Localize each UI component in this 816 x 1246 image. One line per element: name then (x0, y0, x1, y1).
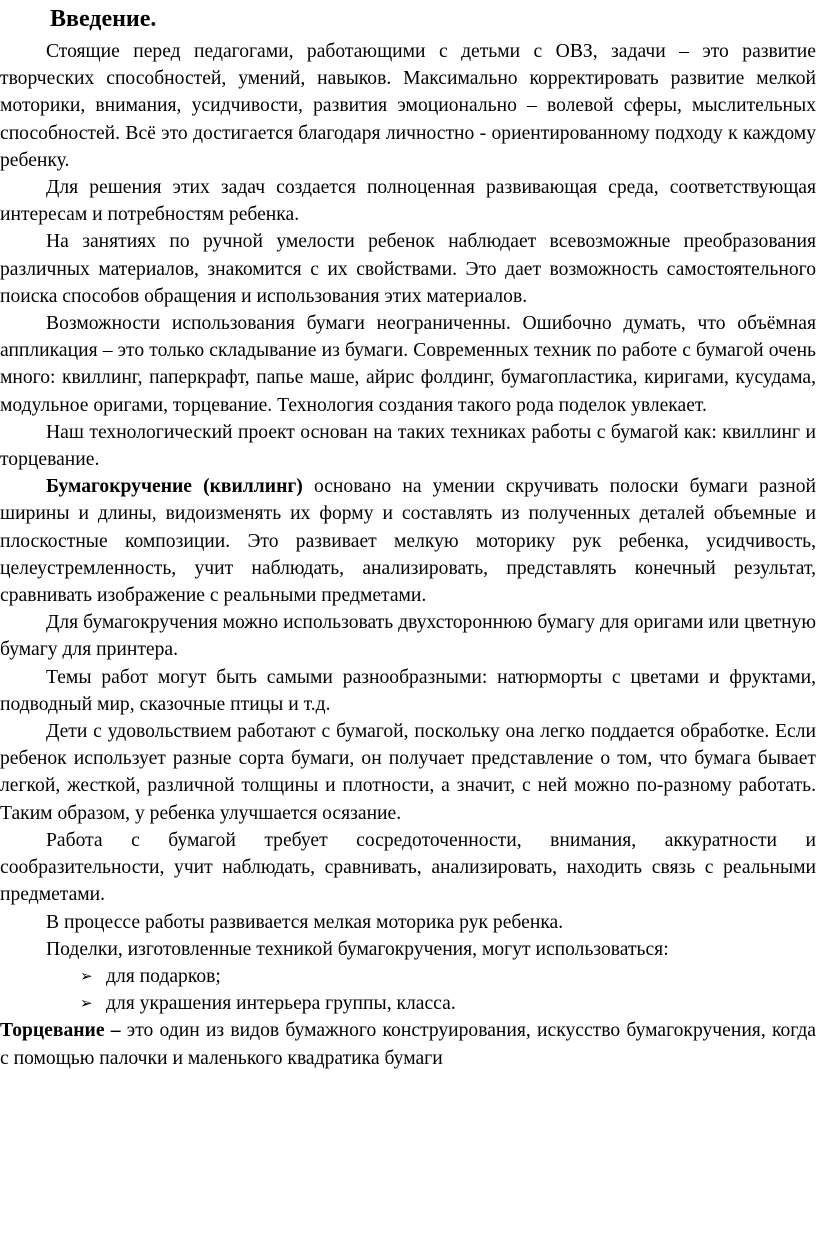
paragraph-paper-types: Для бумагокручения можно использовать двухстороннюю бумагу для оригами или цветную бумагу для принтера. (0, 612, 816, 661)
paragraph-motor-skills: В процессе работы развивается мелкая моторика рук ребенка. (46, 911, 564, 933)
list-item-text: для украшения интерьера группы, класса. (106, 993, 456, 1015)
paragraph-children-work: Дети с удовольствием работают с бумагой, поскольку она легко поддается обработке. Если ребенок использует разные сорта бумаги, он получает представление о том, что бумага бывает легкой, жесткой, различной толщины и плотности, а значит, с ней можно по-разному работать. Таким образом, у ребенка улучшается осязание. (0, 721, 816, 824)
list-item (0, 990, 816, 1017)
quilling-term: Бумагокручение (квиллинг) (46, 476, 303, 498)
page-title: Введение. (50, 6, 157, 32)
tortsevanie-description: это один из видов бумажного конструирования, искусство бумагокручения, когда с помощью палочки и маленького квадратика бумаги (0, 1020, 816, 1069)
list-item (0, 963, 816, 990)
paragraph-themes: Темы работ могут быть самыми разнообразными: натюрморты с цветами и фруктами, подводный мир, сказочные птицы и т.д. (0, 666, 816, 715)
tortsevanie-term: Торцевание – (0, 1020, 121, 1042)
paragraph-uses: Поделки, изготовленные техникой бумагокручения, могут использоваться: (46, 938, 669, 960)
paragraph-manual-skills: На занятиях по ручной умелости ребенок наблюдает всевозможные преобразования различных материалов, знакомится с их свойствами. Это дает возможность самостоятельного поиска способов обращения и использования этих материалов. (0, 231, 816, 307)
paragraph-concentration: Работа с бумагой требует сосредоточенности, внимания, аккуратности и сообразительности, учит наблюдать, сравнивать, анализировать, находить связь с реальными предметами. (0, 829, 816, 906)
paragraph-paper-techniques: Возможности использования бумаги неограниченны. Ошибочно думать, что объёмная аппликация – это только складывание из бумаги. Современных техник по работе с бумагой очень много: квиллинг, паперкрафт, папье маше, айрис фолдинг, бумагопластика, киригами, кусудама, модульное оригами, торцевание. Технология создания такого рода поделок увлекает. (0, 313, 816, 416)
arrow-bullet-icon: ➢ (80, 994, 93, 1013)
paragraph-tortsevanie (0, 1017, 816, 1071)
document-body (0, 38, 816, 1072)
uses-list (0, 963, 816, 1017)
quilling-description: основано на умении скручивать полоски бумаги разной ширины и длины, видоизменять их форму и составлять из полученных деталей объемные и плоскостные композиции. Это развивает мелкую моторику рук ребенка, усидчивость, целеустремленность, учит наблюдать, анализировать, представлять конечный результат, сравнивать изображение с реальными предметами. (0, 476, 816, 607)
paragraph-quilling (0, 473, 816, 609)
list-item-text: для подарков; (106, 965, 221, 987)
arrow-bullet-icon: ➢ (80, 966, 93, 985)
paragraph-intro-tasks: Стоящие перед педагогами, работающими с детьми с ОВЗ, задачи – это развитие творческих способностей, умений, навыков. Максимально корректировать развитие мелкой моторики, внимания, усидчивости, развития эмоционально – волевой сферы, мыслительных способностей. Всё это достигается благодаря личностно - ориентированному подходу к каждому ребенку. (0, 41, 816, 171)
paragraph-environment: Для решения этих задач создается полноценная развивающая среда, соответствующая интересам и потребностям ребенка. (0, 177, 816, 226)
paragraph-project: Наш технологический проект основан на таких техниках работы с бумагой как: квиллинг и торцевание. (0, 421, 816, 471)
